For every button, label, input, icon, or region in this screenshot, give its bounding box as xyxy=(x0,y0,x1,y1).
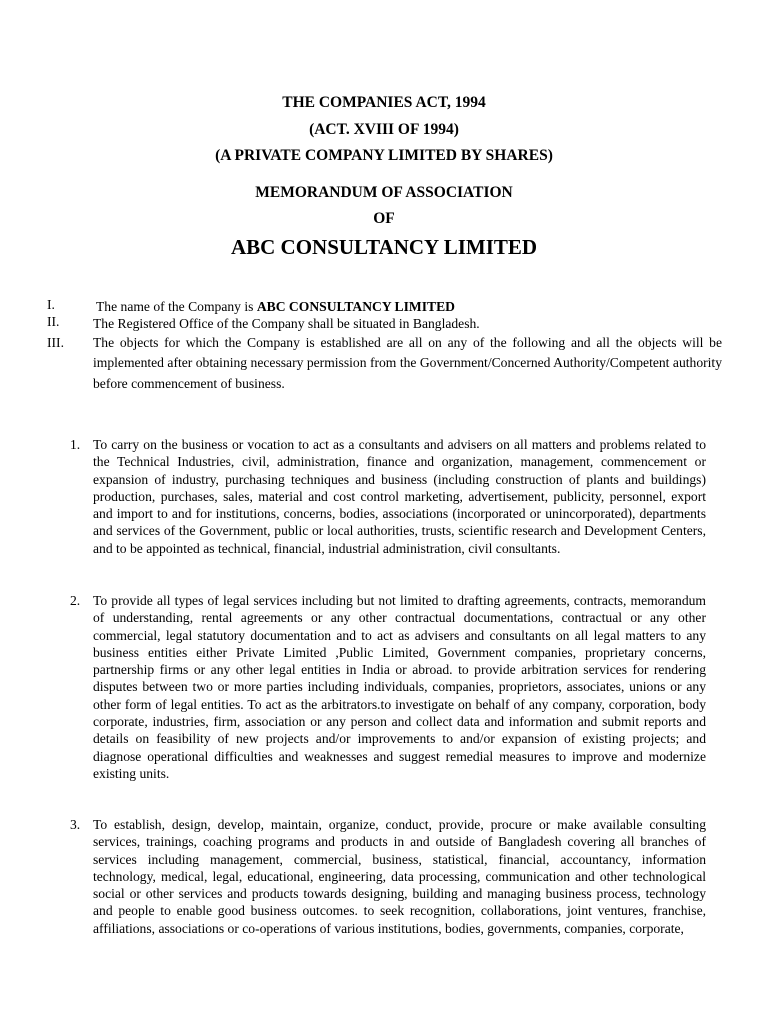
object-clause-text: To provide all types of legal services including but not limited to drafting agreements, contracts, memorandum of understanding, rental agreements or any other contractual documentations, contractual or any other commercial, legal statutory documentation and to act as advisers and consultants on all legal matters to any business entities either Private Limited ,Public Limited, Government companies, proprietary concerns, partnership firms or any other legal entities in India or abroad. to provide arbitration services for rendering disputes between two or more parties including individuals, companies, proprietors, associates, unions or any other form of legal entities. To act as the arbitrators.to investigate on behalf of any company, corporation, body corporate, industries, firm, association or any person and collect data and information and submit reports and details on feasibility of new projects and/or improvements to and/or expansion of existing projects; and diagnose operational difficulties and weaknesses and suggest remedial measures to improve and modernize existing units. xyxy=(93,593,706,781)
company-type: (A PRIVATE COMPANY LIMITED BY SHARES) xyxy=(215,147,553,164)
clause-number: I. xyxy=(47,297,55,312)
object-number: 1. xyxy=(70,437,81,452)
clause-registered-office: The Registered Office of the Company shall be situated in Bangladesh. xyxy=(93,316,480,331)
memorandum-of: OF xyxy=(373,210,395,227)
act-number: (ACT. XVIII OF 1994) xyxy=(309,121,459,138)
clause-number: III. xyxy=(47,335,64,350)
memorandum-title: MEMORANDUM OF ASSOCIATION xyxy=(255,184,513,201)
object-clause-text: To carry on the business or vocation to act as a consultants and advisers on all matters and problems related to the Technical Industries, civil, administration, finance and organization, management, commencement or expansion of industry, purchasing techniques and business (including construction of plants and buildings) production, purchases, sales, material and cost control marketing, advertisement, publicity, personnel, export and import to and for institutions, concerns, bodies, associations (incorporated or unincorporated), departments and services of the Government, public or local authorities, trusts, scientific research and Development Centers, and to be appointed as technical, financial, industrial administration, civil consultants. xyxy=(93,437,706,556)
object-number: 3. xyxy=(70,817,81,832)
company-name: ABC CONSULTANCY LIMITED xyxy=(230,235,538,259)
clause-name-company: ABC CONSULTANCY LIMITED xyxy=(256,299,455,314)
clause-objects-intro: The objects for which the Company is established are all on any of the following and all the objects will be implemented after obtaining necessary permission from the Government/Concerned Authority/Competent authority before commencement of business. xyxy=(93,335,722,391)
object-clause-text: To establish, design, develop, maintain, organize, conduct, provide, procure or make available consulting services, trainings, coaching programs and products in and outside of Bangladesh covering all branches of services including management, commercial, business, statistical, financial, accountancy, information technology, medical, legal, educational, engineering, data processing, communication and other technological social or other services and products towards designing, building and managing business process, technology and people to enable good business outcomes. to seek recognition, collaborations, joint ventures, franchise, affiliations, associations or co-operations of various institutions, bodies, governments, companies, corporate, xyxy=(93,817,706,936)
clause-name-prefix: The name of the Company is xyxy=(96,299,257,314)
clause-number: II. xyxy=(47,314,60,329)
object-number: 2. xyxy=(70,593,81,608)
act-title: THE COMPANIES ACT, 1994 xyxy=(282,94,486,111)
